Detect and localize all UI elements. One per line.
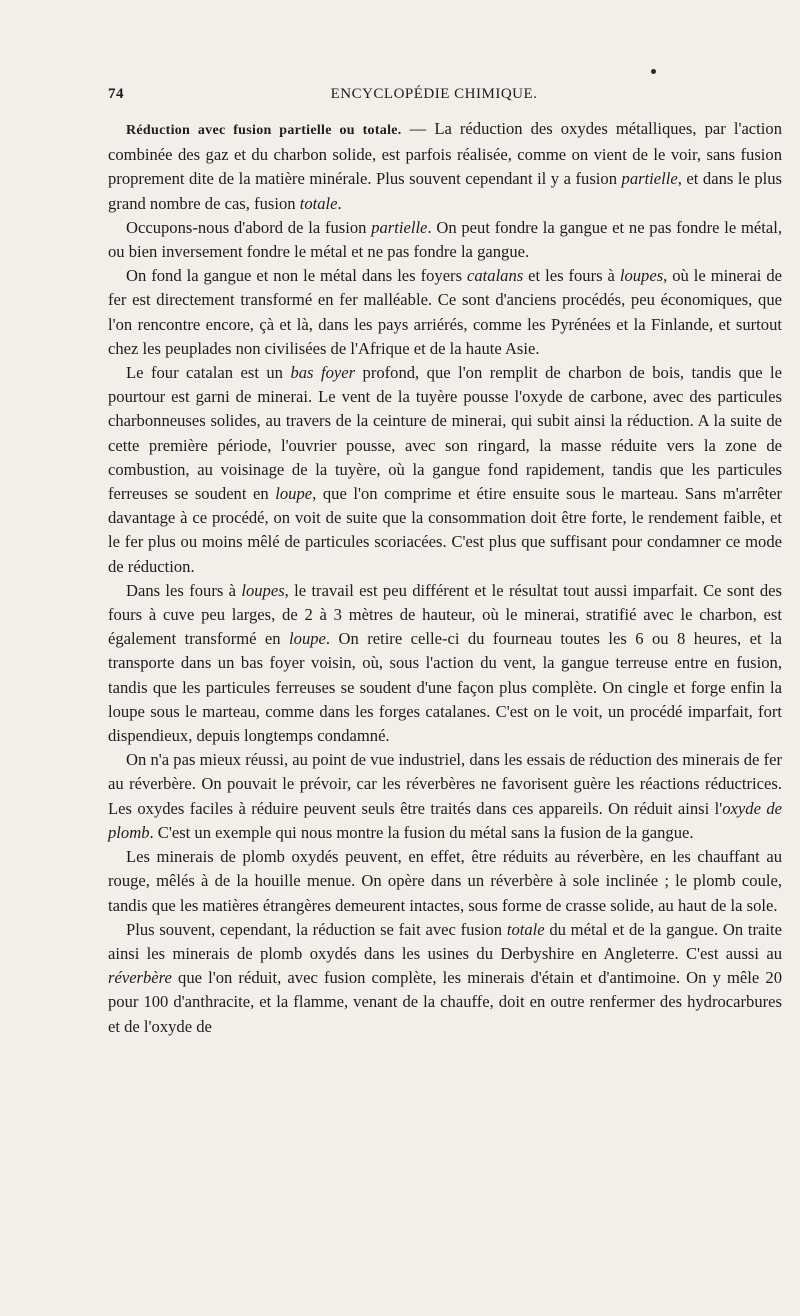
text-run: On n'a pas mieux réussi, au point de vue industriel, dans les essais de réduction des minerais de fer au réverbère. On pouvait le prévoir, car les réverbères ne favorisent guère les réactions réductrices. Les oxydes faciles à réduire peuvent seuls être traités dans ces appareils. On réduit ainsi l' (108, 750, 782, 818)
text-run: Dans les fours à (126, 580, 242, 600)
italic-term: loupes (619, 266, 664, 286)
text-run: Occupons-nous d'abord de la fusion (126, 217, 372, 237)
italic-term: totale (506, 919, 545, 939)
italic-term: réverbère (108, 968, 172, 988)
text-run: , où le minerai de fer est directement transformé en fer malléable. Ce sont d'anciens procédés, peu économiques, que l'on rencontre encore, çà et là, dans les pays arriérés, comme les Pyrénées et la Finlande, et surtout chez les peuplades non civilisées de l'Afrique et de la haute Asie. (108, 266, 783, 358)
paragraph (108, 216, 782, 264)
text-run: Plus souvent, cependant, la réduction se fait avec fusion (126, 919, 507, 939)
paragraph (108, 361, 782, 579)
paragraph (108, 264, 782, 361)
print-speck (651, 69, 656, 74)
italic-term: totale (299, 193, 338, 213)
paragraph (108, 117, 782, 216)
text-run: . On peut fondre la gangue et ne pas fondre le métal, ou bien inversement fondre le métal et ne pas fondre la gangue. (108, 217, 782, 262)
paragraph (108, 918, 782, 1039)
running-head: ENCYCLOPÉDIE CHIMIQUE. (330, 86, 538, 102)
page-header (108, 86, 760, 108)
italic-term: catalans (467, 266, 524, 286)
italic-term: loupe (289, 629, 326, 649)
italic-term: loupe (275, 484, 313, 504)
text-run: , et dans le plus grand nombre de cas, fusion (108, 169, 782, 213)
text-run: . (337, 193, 342, 213)
text-run: , que l'on comprime et étire ensuite sous le marteau. Sans m'arrêter davantage à ce procédé, on voit de suite que la consommation doit être forte, le rendement faible, et le fer plus ou moins mêlé de particules scoriacées. C'est plus que suffisant pour condamner ce mode de réduction. (108, 484, 782, 576)
text-run: Le four catalan est un (126, 363, 291, 383)
italic-term: partielle (371, 217, 428, 237)
text-run: Les minerais de plomb oxydés peuvent, en effet, être réduits au réverbère, en les chauffant au rouge, mêlés à de la houille menue. On opère dans un réverbère à sole inclinée ; le plomb coule, tandis que les matières étrangères demeurent intactes, sous forme de crasse solide, au haut de la sole. (108, 847, 782, 915)
text-run: — La réduction des oxydes métalliques, par l'action combinée des gaz et du charbon solide, est parfois réalisée, comme on vient de le voir, sans fusion proprement dite de la matière minérale. Plus souvent cependant il y a fusion (108, 119, 782, 189)
italic-term: partielle (621, 169, 678, 189)
section-lead-heading: Réduction avec fusion partielle ou totale. (126, 123, 402, 138)
text-run: du métal et de la gangue. On traite ainsi les minerais de plomb oxydés dans les usines du Derbyshire en Angleterre. C'est aussi au (108, 919, 782, 963)
italic-term: loupes (241, 580, 285, 600)
italic-term: oxyde de plomb (108, 798, 782, 842)
paragraph (108, 579, 782, 748)
text-run: et les fours à (523, 266, 620, 286)
text-run: profond, que l'on remplit de charbon de bois, tandis que le pourtour est garni de minerai. Le vent de la tuyère pousse l'oxyde de carbone, avec des particules charbonneuses solides, au travers de la ceinture de minerai, qui subit ainsi la réduction. A la suite de cette première période, l'ouvrier pousse, avec son ringard, la masse réduite vers la zone de combustion, au voisinage de la tuyère, où la gangue fond rapidement, tandis que les particules ferreuses se soudent en (108, 363, 783, 504)
body-text (108, 117, 782, 1039)
italic-term: bas foyer (290, 363, 356, 383)
page-number: 74 (108, 86, 124, 102)
text-run: On fond la gangue et non le métal dans les foyers (126, 266, 467, 286)
text-run: . C'est un exemple qui nous montre la fusion du métal sans la fusion de la gangue. (149, 822, 694, 842)
text-run: que l'on réduit, avec fusion complète, les minerais d'étain et d'antimoine. On y mêle 20 pour 100 d'anthracite, et la flamme, venant de la chauffe, doit en outre renfermer des hydrocarbures et de l'oxyde de (108, 968, 782, 1036)
text-run: , le travail est peu différent et le résultat tout aussi imparfait. Ce sont des fours à cuve peu larges, de 2 à 3 mètres de hauteur, où le minerai, stratifié avec le charbon, est également transformé en (108, 580, 782, 649)
paragraph (108, 845, 782, 918)
text-run: . On retire celle-ci du fourneau toutes les 6 ou 8 heures, et la transporte dans un bas foyer voisin, où, sous l'action du vent, la gangue terreuse entre en fusion, tandis que les particules ferreuses se soudent d'une façon plus complète. On cingle et forge enfin la loupe sous le marteau, comme dans les forges catalanes. C'est on le voit, un procédé imparfait, fort dispendieux, depuis longtemps condamné. (108, 629, 783, 746)
paragraph (108, 748, 782, 845)
